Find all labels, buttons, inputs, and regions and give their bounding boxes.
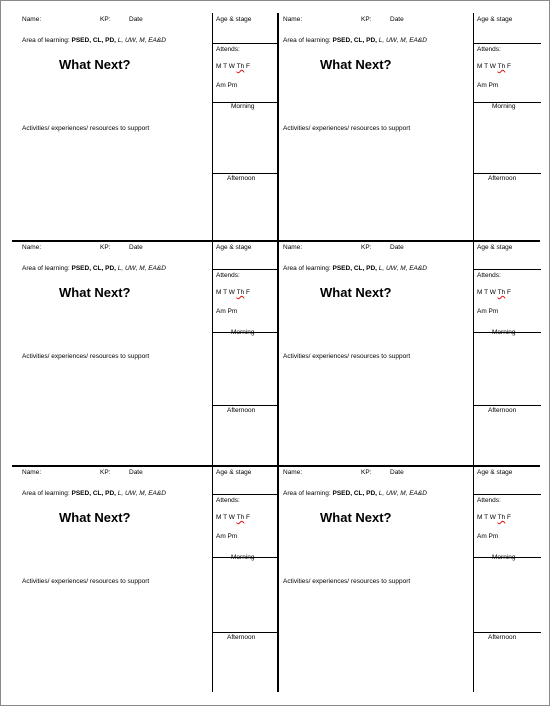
block-1-2-side-column-line xyxy=(473,13,474,241)
block-2-2-days-row xyxy=(477,289,511,297)
row-divider-1 xyxy=(12,240,540,242)
days-f: F xyxy=(505,63,511,70)
days-th: Th xyxy=(236,514,245,521)
block-3-1-what-next-title: What Next? xyxy=(59,510,131,525)
days-mtw: M T W xyxy=(216,289,237,296)
area-specific: L, UW, M, EA&D xyxy=(378,490,427,497)
block-2-2-afternoon-line xyxy=(473,405,541,406)
block-3-1-side-column-line xyxy=(212,466,213,692)
days-mtw: M T W xyxy=(477,289,498,296)
block-1-1-attends-line xyxy=(212,43,278,44)
block-2-1-activities-label: Activities/ experiences/ resources to support xyxy=(22,353,150,360)
days-f: F xyxy=(244,514,250,521)
block-1-2-attends-label: Attends: xyxy=(477,46,501,53)
area-specific: L, UW, M, EA&D xyxy=(378,265,427,272)
block-1-2-attends-line xyxy=(473,43,541,44)
block-1-1-date-label: Date xyxy=(129,16,143,23)
block-1-2-days-row xyxy=(477,63,511,71)
block-2-2-afternoon-label: Afternoon xyxy=(488,407,517,414)
block-2-2-attends-label: Attends: xyxy=(477,272,501,279)
area-specific: L, UW, M, EA&D xyxy=(117,490,166,497)
block-3-1-activities-label: Activities/ experiences/ resources to support xyxy=(22,578,150,585)
days-th: Th xyxy=(236,289,245,296)
block-1-2-activities-label: Activities/ experiences/ resources to support xyxy=(283,125,411,132)
block-3-1-area-of-learning xyxy=(22,490,166,498)
area-specific: L, UW, M, EA&D xyxy=(378,37,427,44)
block-3-2-morning-label: Morning xyxy=(492,554,516,561)
block-2-1-afternoon-line xyxy=(212,405,278,406)
block-3-2-side-column-line xyxy=(473,466,474,692)
block-3-2-afternoon-line xyxy=(473,632,541,633)
block-1-1-am-pm-label: Am Pm xyxy=(216,82,238,89)
block-3-1-days-row xyxy=(216,514,250,522)
days-f: F xyxy=(505,514,511,521)
block-3-2-name-label: Name: xyxy=(283,469,303,476)
days-f: F xyxy=(244,63,250,70)
block-1-1-what-next-title: What Next? xyxy=(59,57,131,72)
block-3-1-afternoon-label: Afternoon xyxy=(227,634,256,641)
block-2-1-attends-line xyxy=(212,269,278,270)
days-f: F xyxy=(505,289,511,296)
days-f: F xyxy=(244,289,250,296)
block-2-2-side-column-line xyxy=(473,241,474,466)
block-2-1-area-of-learning xyxy=(22,265,166,273)
block-3-2-date-label: Date xyxy=(390,469,404,476)
block-1-1-side-column-line xyxy=(212,13,213,241)
block-3-1-am-pm-label: Am Pm xyxy=(216,533,238,540)
area-prefix: Area of learning: xyxy=(22,265,72,272)
days-th: Th xyxy=(236,63,245,70)
area-prime: PSED, CL, PD, xyxy=(71,37,116,44)
block-3-1-attends-label: Attends: xyxy=(216,497,240,504)
area-specific: L, UW, M, EA&D xyxy=(117,265,166,272)
block-2-2-kp-label: KP: xyxy=(361,244,372,251)
block-2-2-area-of-learning xyxy=(283,265,427,273)
block-1-2-age-stage-label: Age & stage xyxy=(477,16,513,23)
block-2-2-what-next-title: What Next? xyxy=(320,285,392,300)
block-1-2-am-pm-label: Am Pm xyxy=(477,82,499,89)
days-mtw: M T W xyxy=(477,514,498,521)
block-1-2-what-next-title: What Next? xyxy=(320,57,392,72)
days-mtw: M T W xyxy=(477,63,498,70)
block-1-1-age-stage-label: Age & stage xyxy=(216,16,252,23)
block-2-1-age-stage-label: Age & stage xyxy=(216,244,252,251)
row-divider-2 xyxy=(12,465,540,467)
block-1-2-afternoon-line xyxy=(473,173,541,174)
block-2-2-name-label: Name: xyxy=(283,244,303,251)
block-1-2-area-of-learning xyxy=(283,37,427,45)
block-2-1-name-label: Name: xyxy=(22,244,42,251)
block-1-2-kp-label: KP: xyxy=(361,16,372,23)
area-prefix: Area of learning: xyxy=(283,265,333,272)
block-1-1-morning-label: Morning xyxy=(231,103,255,110)
block-3-2-afternoon-label: Afternoon xyxy=(488,634,517,641)
block-2-1-attends-label: Attends: xyxy=(216,272,240,279)
block-3-1-name-label: Name: xyxy=(22,469,42,476)
block-2-2-attends-line xyxy=(473,269,541,270)
block-2-1-kp-label: KP: xyxy=(100,244,111,251)
block-1-1-days-row xyxy=(216,63,250,71)
area-prefix: Area of learning: xyxy=(283,37,333,44)
block-2-1-am-pm-label: Am Pm xyxy=(216,308,238,315)
block-1-1-area-of-learning xyxy=(22,37,166,45)
block-3-1-attends-line xyxy=(212,494,278,495)
block-3-2-age-stage-label: Age & stage xyxy=(477,469,513,476)
centre-divider xyxy=(277,13,279,692)
block-2-2-date-label: Date xyxy=(390,244,404,251)
area-prefix: Area of learning: xyxy=(283,490,333,497)
block-1-1-kp-label: KP: xyxy=(100,16,111,23)
block-3-2-days-row xyxy=(477,514,511,522)
area-specific: L, UW, M, EA&D xyxy=(117,37,166,44)
block-2-2-morning-label: Morning xyxy=(492,329,516,336)
block-1-1-name-label: Name: xyxy=(22,16,42,23)
block-3-2-kp-label: KP: xyxy=(361,469,372,476)
block-1-1-activities-label: Activities/ experiences/ resources to support xyxy=(22,125,150,132)
block-3-2-am-pm-label: Am Pm xyxy=(477,533,499,540)
block-3-2-attends-line xyxy=(473,494,541,495)
block-1-2-name-label: Name: xyxy=(283,16,303,23)
block-2-1-what-next-title: What Next? xyxy=(59,285,131,300)
block-1-2-morning-label: Morning xyxy=(492,103,516,110)
block-3-2-activities-label: Activities/ experiences/ resources to support xyxy=(283,578,411,585)
area-prime: PSED, CL, PD, xyxy=(332,490,377,497)
block-3-2-area-of-learning xyxy=(283,490,427,498)
block-3-1-kp-label: KP: xyxy=(100,469,111,476)
block-3-2-what-next-title: What Next? xyxy=(320,510,392,525)
days-th: Th xyxy=(497,63,506,70)
area-prime: PSED, CL, PD, xyxy=(71,490,116,497)
area-prime: PSED, CL, PD, xyxy=(332,37,377,44)
block-2-1-date-label: Date xyxy=(129,244,143,251)
area-prime: PSED, CL, PD, xyxy=(71,265,116,272)
block-1-1-attends-label: Attends: xyxy=(216,46,240,53)
block-2-1-morning-label: Morning xyxy=(231,329,255,336)
days-mtw: M T W xyxy=(216,514,237,521)
area-prefix: Area of learning: xyxy=(22,490,72,497)
block-2-2-am-pm-label: Am Pm xyxy=(477,308,499,315)
days-th: Th xyxy=(497,514,506,521)
days-th: Th xyxy=(497,289,506,296)
block-3-1-age-stage-label: Age & stage xyxy=(216,469,252,476)
block-2-1-afternoon-label: Afternoon xyxy=(227,407,256,414)
days-mtw: M T W xyxy=(216,63,237,70)
block-1-1-afternoon-label: Afternoon xyxy=(227,175,256,182)
block-3-1-date-label: Date xyxy=(129,469,143,476)
area-prime: PSED, CL, PD, xyxy=(332,265,377,272)
block-2-1-days-row xyxy=(216,289,250,297)
block-3-2-attends-label: Attends: xyxy=(477,497,501,504)
area-prefix: Area of learning: xyxy=(22,37,72,44)
block-3-1-afternoon-line xyxy=(212,632,278,633)
block-2-1-side-column-line xyxy=(212,241,213,466)
block-1-2-afternoon-label: Afternoon xyxy=(488,175,517,182)
block-1-1-afternoon-line xyxy=(212,173,278,174)
block-1-2-date-label: Date xyxy=(390,16,404,23)
block-2-2-age-stage-label: Age & stage xyxy=(477,244,513,251)
block-2-2-activities-label: Activities/ experiences/ resources to support xyxy=(283,353,411,360)
block-3-1-morning-label: Morning xyxy=(231,554,255,561)
